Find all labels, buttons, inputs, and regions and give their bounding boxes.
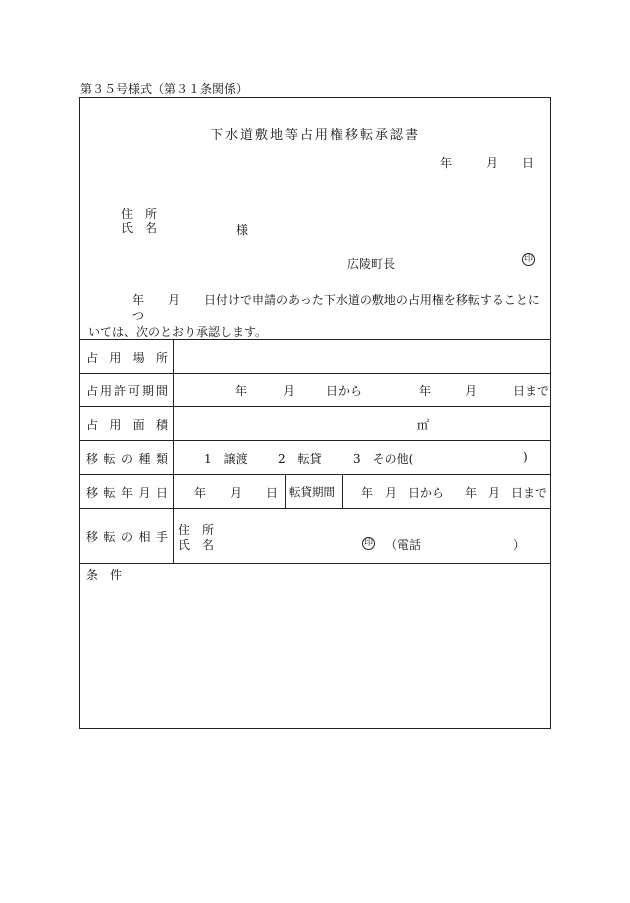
- transfer-date-label: 移転年月日: [86, 486, 168, 500]
- issuer-name: 広陵町長: [347, 257, 396, 271]
- sublet-from-month: 月: [385, 486, 398, 500]
- party-phone-open: （電話: [385, 538, 422, 552]
- period-label: 占用許可期間: [86, 384, 168, 398]
- type-option-transfer: 1 譲渡: [204, 452, 248, 466]
- cell-divider: [285, 474, 286, 508]
- approval-text-line1: 年 月 日付けで申請のあった下水道の敷地の占用権を移転することにつ: [132, 293, 540, 323]
- period-to-month: 月: [465, 384, 478, 398]
- row-divider: [80, 508, 550, 509]
- sublet-to-year: 年: [465, 486, 478, 500]
- row-divider: [80, 563, 550, 564]
- approval-text: [88, 292, 546, 340]
- sublet-to-month: 月: [488, 486, 501, 500]
- type-option-other: 3 その他(: [353, 452, 414, 466]
- transfer-date-day: 日: [266, 486, 279, 500]
- type-label: 移転の種類: [86, 452, 168, 466]
- party-phone-close: ）: [513, 538, 526, 552]
- sublet-from-day: 日から: [408, 486, 445, 500]
- sublet-period-label: 転貸期間: [289, 485, 335, 499]
- honorific-sama: 様: [236, 223, 249, 237]
- type-option-sublease: 2 転貸: [278, 452, 322, 466]
- addressee-address-label: 住 所: [121, 207, 158, 221]
- form-title: 下水道敷地等占用権移転承認書: [209, 128, 420, 143]
- seal-icon: 印: [363, 538, 373, 548]
- party-name-label: 氏 名: [178, 538, 215, 552]
- party-label: 移転の相手: [86, 530, 168, 544]
- period-from-year: 年: [235, 384, 248, 398]
- approval-text-line2: いては、次のとおり承認します。: [88, 325, 268, 339]
- type-option-other-close: ): [523, 450, 528, 464]
- area-unit: ㎡: [417, 418, 430, 432]
- issue-date: [440, 154, 534, 171]
- form-number: 第３５号様式（第３１条関係）: [80, 82, 249, 96]
- form-frame: [79, 97, 551, 729]
- period-from-day: 日から: [326, 384, 363, 398]
- label-column-divider: [173, 339, 174, 563]
- row-divider: [80, 406, 550, 407]
- date-year: 年: [439, 156, 452, 170]
- table-top-border: [80, 339, 550, 340]
- seal-icon: 印: [523, 254, 533, 264]
- transfer-date-year: 年: [194, 486, 207, 500]
- area-label: 占用面積: [86, 418, 168, 432]
- period-from-month: 月: [283, 384, 296, 398]
- transfer-date-month: 月: [230, 486, 243, 500]
- period-to-day: 日まで: [513, 384, 550, 398]
- addressee-block: [121, 207, 157, 235]
- row-divider: [80, 474, 550, 475]
- date-day: 日: [521, 156, 534, 170]
- sublet-from-year: 年: [361, 486, 374, 500]
- period-to-year: 年: [419, 384, 432, 398]
- conditions-label: 条 件: [86, 568, 123, 582]
- cell-divider: [342, 474, 343, 508]
- row-divider: [80, 373, 550, 374]
- sublet-to-day: 日まで: [511, 486, 548, 500]
- place-label: 占用場所: [86, 351, 168, 365]
- party-address-label: 住 所: [178, 523, 215, 537]
- addressee-name-label: 氏 名: [121, 221, 158, 235]
- row-divider: [80, 440, 550, 441]
- date-month: 月: [485, 156, 498, 170]
